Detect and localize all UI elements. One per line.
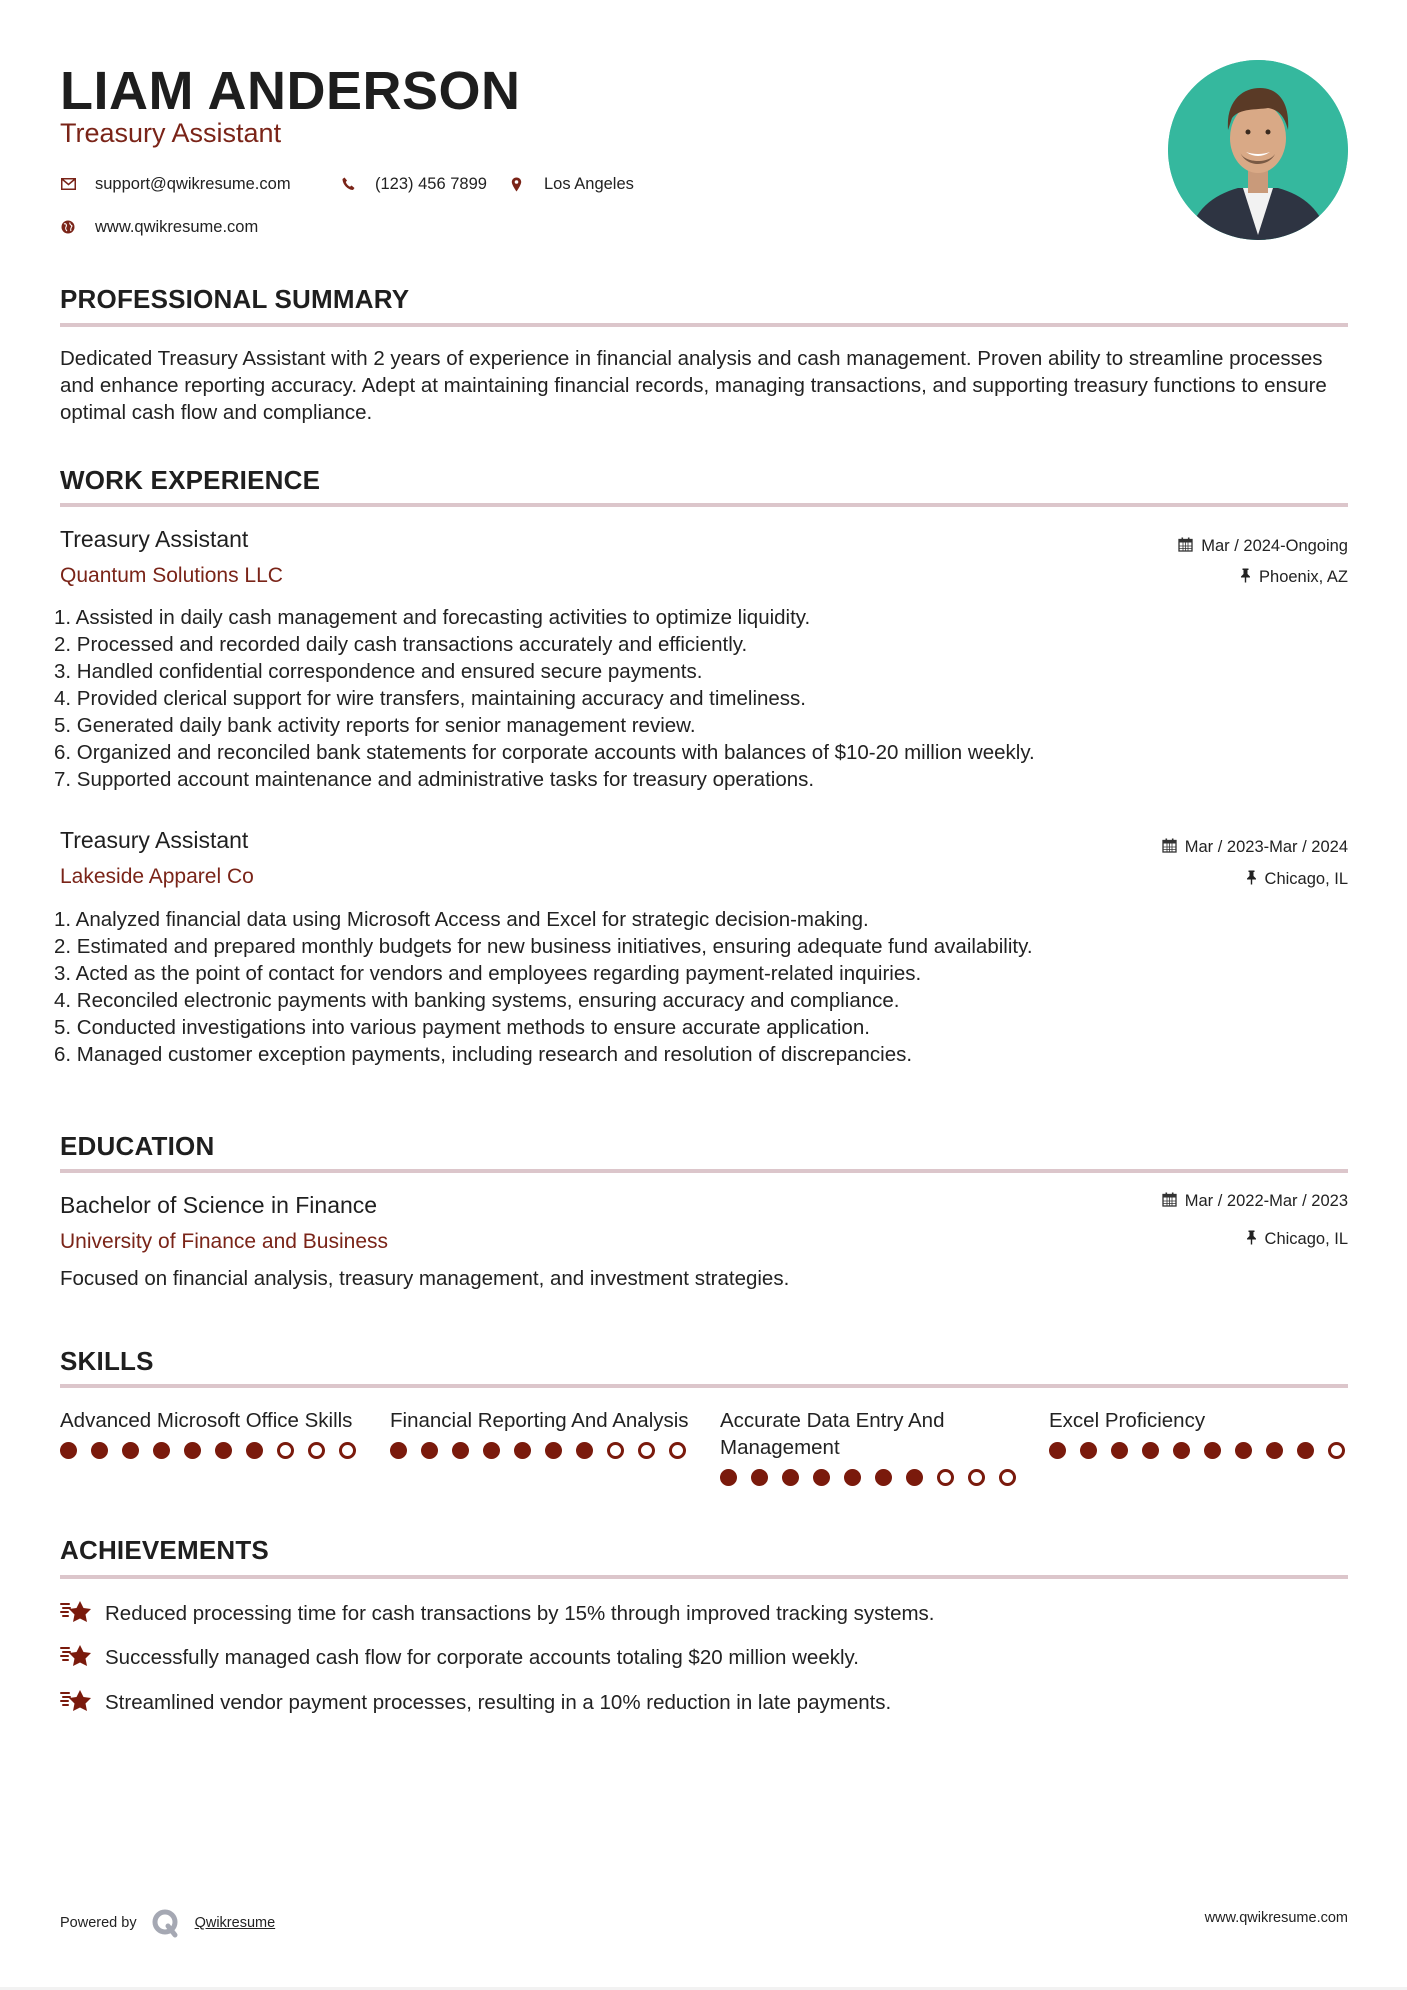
rating-dot-filled bbox=[1142, 1442, 1159, 1459]
job-location: Chicago, IL bbox=[1246, 870, 1348, 889]
email-link[interactable]: support@qwikresume.com bbox=[95, 175, 291, 193]
achievement-item: Successfully managed cash flow for corporate accounts totaling $20 million weekly. bbox=[60, 1643, 859, 1674]
rating-dot-filled bbox=[1235, 1442, 1252, 1459]
achievement-item: Streamlined vendor payment processes, resulting in a 10% reduction in late payments. bbox=[60, 1688, 891, 1719]
section-divider bbox=[60, 1575, 1348, 1579]
section-divider bbox=[60, 323, 1348, 327]
powered-by-label: Powered by bbox=[60, 1915, 137, 1931]
footer-website-link[interactable]: www.qwikresume.com bbox=[1204, 1910, 1348, 1926]
school-name: University of Finance and Business bbox=[60, 1230, 388, 1253]
rating-dot-filled bbox=[1080, 1442, 1097, 1459]
location-text: Los Angeles bbox=[544, 175, 634, 193]
star-achievement-icon bbox=[60, 1688, 93, 1719]
rating-dot-filled bbox=[782, 1469, 799, 1486]
phone-number[interactable]: (123) 456 7899 bbox=[375, 175, 487, 193]
list-item: 3. Handled confidential correspondence and ensured secure payments. bbox=[54, 660, 703, 683]
skill-label: Excel Proficiency bbox=[1049, 1409, 1206, 1432]
calendar-icon bbox=[1162, 1192, 1177, 1211]
list-item: 7. Supported account maintenance and administrative tasks for treasury operations. bbox=[54, 768, 815, 791]
rating-dot-filled bbox=[1111, 1442, 1128, 1459]
summary-text: Dedicated Treasury Assistant with 2 years of experience in financial analysis and cash management. Proven ability to streamline processes and enhance reporting accuracy. Adept at maintaining financial records, managing transactions, and supporting treasury functions to ensure optimal cash flow and compliance. bbox=[60, 347, 1327, 424]
envelope-icon bbox=[60, 176, 76, 192]
skill-rating bbox=[1049, 1442, 1349, 1459]
section-heading-achievements: ACHIEVEMENTS bbox=[60, 1535, 269, 1565]
skill-rating bbox=[720, 1469, 1020, 1486]
rating-dot-empty bbox=[339, 1442, 356, 1459]
contact-email bbox=[60, 176, 291, 193]
job-title: Treasury Assistant bbox=[60, 827, 249, 853]
section-heading-experience: WORK EXPERIENCE bbox=[60, 465, 321, 495]
contact-location bbox=[508, 176, 634, 193]
calendar-icon bbox=[1162, 838, 1177, 857]
achievement-item: Reduced processing time for cash transactions by 15% through improved tracking systems. bbox=[60, 1599, 935, 1630]
list-item: 2. Processed and recorded daily cash transactions accurately and efficiently. bbox=[54, 633, 748, 656]
section-divider bbox=[60, 1169, 1348, 1173]
job-date: Mar / 2024-Ongoing bbox=[1178, 537, 1348, 556]
section-divider bbox=[60, 1384, 1348, 1388]
rating-dot-filled bbox=[875, 1469, 892, 1486]
globe-icon bbox=[60, 219, 76, 235]
skill-rating bbox=[390, 1442, 690, 1459]
list-item: 5. Generated daily bank activity reports for senior management review. bbox=[54, 714, 696, 737]
list-item: 4. Provided clerical support for wire transfers, maintaining accuracy and timeliness. bbox=[54, 687, 806, 710]
job-title: Treasury Assistant bbox=[60, 526, 249, 552]
job-date: Mar / 2023-Mar / 2024 bbox=[1162, 838, 1348, 857]
rating-dot-filled bbox=[514, 1442, 531, 1459]
rating-dot-empty bbox=[308, 1442, 325, 1459]
list-item: 1. Assisted in daily cash management and forecasting activities to optimize liquidity. bbox=[54, 606, 811, 629]
rating-dot-empty bbox=[607, 1442, 624, 1459]
calendar-icon bbox=[1178, 537, 1193, 556]
skill-item bbox=[1049, 1407, 1349, 1459]
section-heading-education: EDUCATION bbox=[60, 1131, 215, 1161]
rating-dot-empty bbox=[669, 1442, 686, 1459]
pushpin-icon bbox=[1240, 568, 1251, 587]
list-item: 5. Conducted investigations into various payment methods to ensure accurate application. bbox=[54, 1016, 870, 1039]
company-name: Lakeside Apparel Co bbox=[60, 865, 254, 888]
rating-dot-filled bbox=[1204, 1442, 1221, 1459]
rating-dot-filled bbox=[215, 1442, 232, 1459]
skill-label: Financial Reporting And Analysis bbox=[390, 1409, 689, 1432]
rating-dot-filled bbox=[813, 1469, 830, 1486]
section-heading-skills: SKILLS bbox=[60, 1346, 154, 1376]
rating-dot-empty bbox=[1328, 1442, 1345, 1459]
rating-dot-filled bbox=[844, 1469, 861, 1486]
rating-dot-filled bbox=[246, 1442, 263, 1459]
rating-dot-filled bbox=[906, 1469, 923, 1486]
rating-dot-filled bbox=[483, 1442, 500, 1459]
candidate-title: Treasury Assistant bbox=[60, 118, 282, 148]
list-item: 2. Estimated and prepared monthly budgets for new business initiatives, ensuring adequate fund availability. bbox=[54, 935, 1033, 958]
list-item: 1. Analyzed financial data using Microsoft Access and Excel for strategic decision-making. bbox=[54, 908, 869, 931]
skill-label: Accurate Data Entry And Management bbox=[720, 1409, 945, 1459]
rating-dot-filled bbox=[1266, 1442, 1283, 1459]
rating-dot-filled bbox=[153, 1442, 170, 1459]
job-location: Phoenix, AZ bbox=[1240, 568, 1348, 587]
skill-item bbox=[390, 1407, 690, 1459]
section-divider bbox=[60, 503, 1348, 507]
contact-phone bbox=[340, 176, 487, 193]
profile-photo bbox=[1168, 60, 1348, 240]
map-marker-icon bbox=[508, 176, 524, 192]
job-bullets bbox=[54, 604, 1344, 793]
website-link[interactable]: www.qwikresume.com bbox=[95, 218, 259, 236]
phone-icon bbox=[340, 176, 356, 192]
footer-powered-by bbox=[60, 1908, 275, 1938]
rating-dot-filled bbox=[545, 1442, 562, 1459]
list-item: 3. Acted as the point of contact for vendors and employees regarding payment-related inquiries. bbox=[54, 962, 922, 985]
rating-dot-empty bbox=[968, 1469, 985, 1486]
rating-dot-empty bbox=[277, 1442, 294, 1459]
rating-dot-filled bbox=[390, 1442, 407, 1459]
education-description: Focused on financial analysis, treasury management, and investment strategies. bbox=[60, 1267, 790, 1290]
pushpin-icon bbox=[1246, 870, 1257, 889]
skill-item bbox=[720, 1407, 1020, 1486]
list-item: 6. Managed customer exception payments, including research and resolution of discrepancies. bbox=[54, 1043, 913, 1066]
rating-dot-filled bbox=[1049, 1442, 1066, 1459]
rating-dot-filled bbox=[184, 1442, 201, 1459]
education-date: Mar / 2022-Mar / 2023 bbox=[1162, 1192, 1348, 1211]
rating-dot-filled bbox=[452, 1442, 469, 1459]
contact-website bbox=[60, 219, 258, 236]
rating-dot-filled bbox=[421, 1442, 438, 1459]
rating-dot-filled bbox=[60, 1442, 77, 1459]
rating-dot-empty bbox=[638, 1442, 655, 1459]
person-avatar-icon bbox=[1168, 60, 1348, 240]
rating-dot-empty bbox=[999, 1469, 1016, 1486]
section-heading-summary: PROFESSIONAL SUMMARY bbox=[60, 284, 410, 314]
skill-label: Advanced Microsoft Office Skills bbox=[60, 1409, 353, 1432]
job-bullets bbox=[54, 906, 1344, 1068]
qwikresume-logo-icon bbox=[151, 1908, 181, 1938]
rating-dot-empty bbox=[937, 1469, 954, 1486]
degree-title: Bachelor of Science in Finance bbox=[60, 1192, 378, 1218]
skill-item bbox=[60, 1407, 360, 1459]
rating-dot-filled bbox=[751, 1469, 768, 1486]
rating-dot-filled bbox=[1297, 1442, 1314, 1459]
list-item: 6. Organized and reconciled bank statements for corporate accounts with balances of $10-20 million weekly. bbox=[54, 741, 1035, 764]
list-item: 4. Reconciled electronic payments with banking systems, ensuring accuracy and compliance. bbox=[54, 989, 900, 1012]
company-name: Quantum Solutions LLC bbox=[60, 564, 283, 587]
rating-dot-filled bbox=[1173, 1442, 1190, 1459]
skill-rating bbox=[60, 1442, 360, 1459]
candidate-name: LIAM ANDERSON bbox=[60, 61, 521, 121]
rating-dot-filled bbox=[720, 1469, 737, 1486]
rating-dot-filled bbox=[576, 1442, 593, 1459]
star-achievement-icon bbox=[60, 1599, 93, 1630]
qwikresume-link[interactable]: Qwikresume bbox=[194, 1915, 276, 1931]
pushpin-icon bbox=[1246, 1230, 1257, 1249]
education-location: Chicago, IL bbox=[1246, 1230, 1348, 1249]
rating-dot-filled bbox=[122, 1442, 139, 1459]
star-achievement-icon bbox=[60, 1643, 93, 1674]
rating-dot-filled bbox=[91, 1442, 108, 1459]
